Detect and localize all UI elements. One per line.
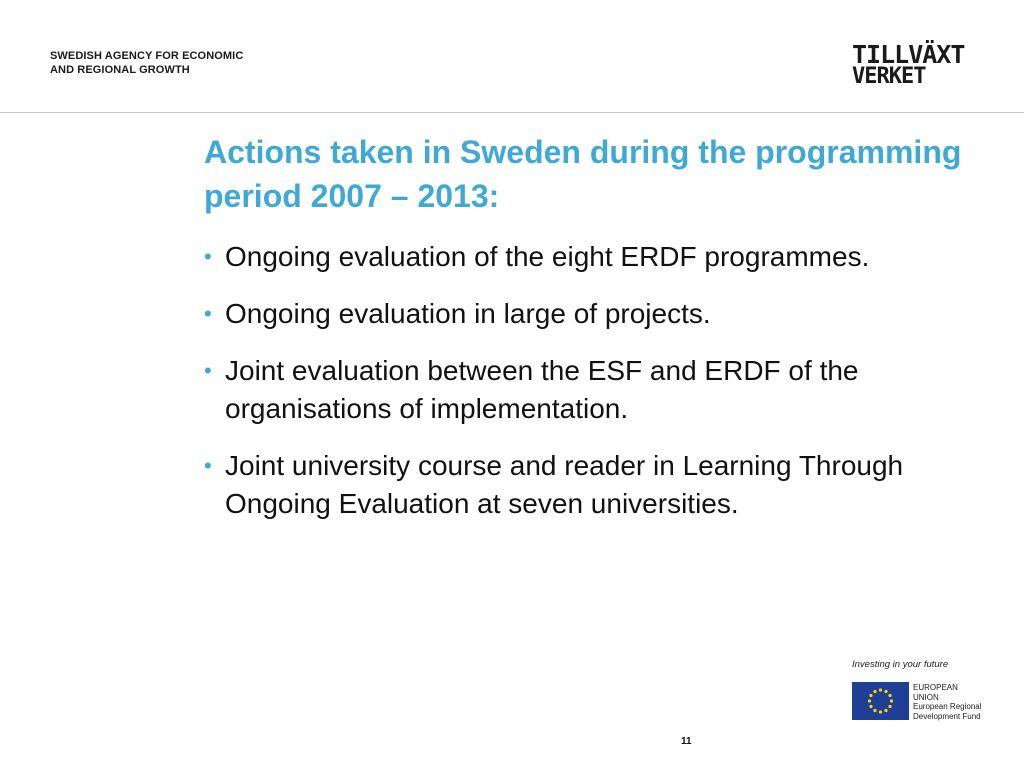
eu-label-line4: Development Fund	[913, 711, 981, 721]
investing-tagline: Investing in your future	[852, 659, 949, 670]
bullet-text: Joint university course and reader in Learning Through Ongoing Evaluation at seven universities.	[225, 450, 904, 519]
tillvaxtverket-logo	[852, 38, 982, 94]
bullet-dot-icon: •	[204, 358, 212, 383]
bullet-list	[204, 238, 964, 542]
slide-title: Actions taken in Sweden during the programming period 2007 – 2013:	[204, 134, 962, 214]
bullet-item	[204, 447, 964, 523]
eu-label-line2: UNION	[913, 692, 939, 702]
bullet-dot-icon: •	[204, 453, 212, 478]
bullet-text: Joint evaluation between the ESF and ERDF of the organisations of implementation.	[225, 355, 859, 424]
header-divider	[0, 112, 1024, 113]
eu-label-line1: EUROPEAN	[913, 683, 958, 692]
page-number: 11	[681, 736, 692, 747]
eu-flag-icon	[852, 682, 909, 720]
logo-line1: TILLVÄXT	[852, 40, 965, 69]
agency-name	[50, 49, 243, 77]
bullet-text: Ongoing evaluation in large of projects.	[225, 298, 711, 329]
bullet-item	[204, 295, 964, 333]
eu-fund-label	[913, 683, 982, 721]
bullet-item	[204, 238, 964, 276]
agency-name-line1: SWEDISH AGENCY FOR ECONOMIC	[50, 50, 244, 62]
bullet-text: Ongoing evaluation of the eight ERDF programmes.	[225, 241, 870, 272]
agency-name-line2: AND REGIONAL GROWTH	[50, 64, 190, 76]
bullet-dot-icon: •	[204, 244, 212, 269]
eu-label-line3: European Regional	[913, 702, 982, 711]
logo-line2: VERKET	[852, 64, 926, 89]
bullet-dot-icon: •	[204, 301, 212, 326]
bullet-item	[204, 352, 964, 428]
eu-stars-icon	[852, 682, 909, 720]
